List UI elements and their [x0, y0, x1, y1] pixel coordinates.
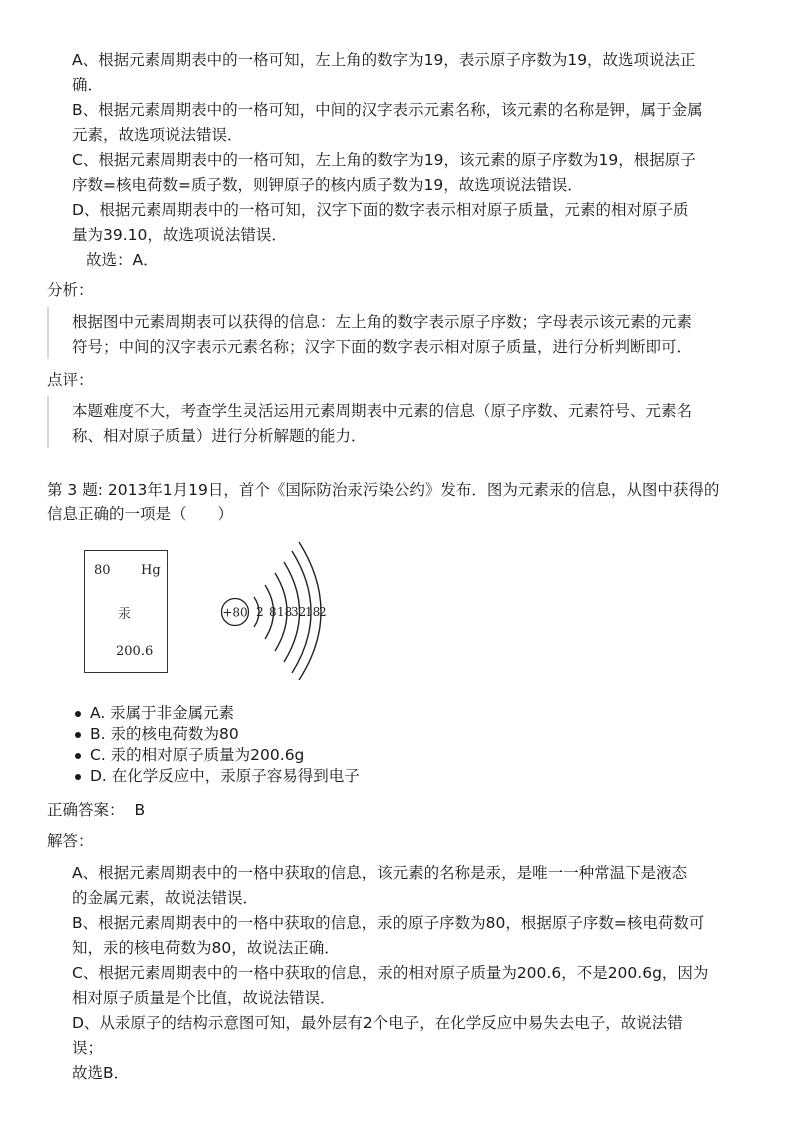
option-c [47, 745, 360, 766]
bullet-icon [75, 711, 81, 717]
solution-line: 知，汞的核电荷数为80，故说法正确． [72, 939, 340, 957]
solution-line: D、从汞原子的结构示意图可知，最外层有2个电子，在化学反应中易失去电子，故说法错 [72, 1014, 683, 1032]
prev-answer-line: 元素，故选项说法错误． [72, 126, 243, 144]
correct-answer-label: 正确答案： [47, 801, 125, 819]
comment-label: 点评： [47, 371, 94, 389]
option-text: D. 在化学反应中，汞原子容易得到电子 [90, 767, 360, 785]
prev-answer-line: 确． [72, 76, 104, 94]
analysis-bar [47, 307, 49, 359]
atomic-structure-diagram [218, 540, 348, 680]
shell-electron-count: 2 [319, 605, 327, 619]
option-text: A. 汞属于非金属元素 [90, 704, 235, 722]
analysis-line: 符号；中间的汉字表示元素名称；汉字下面的数字表示相对原子质量，进行分析判断即可． [72, 338, 693, 356]
shell-electron-count: 18 [277, 605, 293, 619]
nucleus-charge: +80 [222, 605, 248, 620]
prev-answer-line: C、根据元素周期表中的一格可知，左上角的数字为19，该元素的原子序数为19，根据原子 [72, 151, 696, 169]
shell-electron-count: 2 [256, 605, 264, 619]
atomic-number: 80 [94, 563, 111, 578]
prev-answer-line: D、根据元素周期表中的一格可知，汉字下面的数字表示相对原子质量，元素的相对原子质 [72, 201, 689, 219]
option-text: B. 汞的核电荷数为80 [90, 725, 239, 743]
solution-line: C、根据元素周期表中的一格中获取的信息，汞的相对原子质量为200.6，不是200.6g，因为 [72, 964, 709, 982]
solution-line: B、根据元素周期表中的一格中获取的信息，汞的原子序数为80，根据原子序数=核电荷数可 [72, 914, 705, 932]
element-card-mercury [84, 550, 168, 673]
solution-conclusion: 故选B． [72, 1064, 130, 1082]
option-list [47, 703, 360, 787]
comment-bar [47, 396, 49, 448]
option-a [47, 703, 360, 724]
option-text: C. 汞的相对原子质量为200.6g [90, 746, 305, 764]
prev-answer-line: 量为39.10，故选项说法错误． [72, 226, 287, 244]
element-symbol: Hg [141, 563, 161, 578]
correct-answer-value: B [134, 801, 146, 819]
element-name: 汞 [118, 607, 132, 622]
prev-answer-line: B、根据元素周期表中的一格可知，中间的汉字表示元素名称，该元素的名称是钾，属于金属 [72, 101, 703, 119]
comment-line: 本题难度不大，考查学生灵活运用元素周期表中元素的信息（原子序数、元素符号、元素名 [72, 402, 693, 420]
solution-line: 相对原子质量是个比值，故说法错误． [72, 989, 336, 1007]
analysis-label: 分析： [47, 281, 94, 299]
solution-line: 误； [72, 1039, 104, 1057]
shell-electron-count: 18 [305, 605, 321, 619]
analysis-line: 根据图中元素周期表可以获得的信息：左上角的数字表示原子序数；字母表示该元素的元素 [72, 313, 693, 331]
question-stem: 信息正确的一项是（ ） [47, 505, 234, 523]
atomic-mass: 200.6 [116, 644, 154, 659]
solution-line: A、根据元素周期表中的一格中获取的信息，该元素的名称是汞，是唯一一种常温下是液态 [72, 864, 688, 882]
comment-line: 称、相对原子质量）进行分析解题的能力． [72, 427, 367, 445]
question-stem: 第 3 题: 2013年1月19日，首个《国际防治汞污染公约》发布．图为元素汞的信息，从图中获得的 [47, 481, 720, 499]
option-b [47, 724, 360, 745]
solution-line: 的金属元素，故说法错误． [72, 889, 259, 907]
prev-answer-conclusion: 故选：A． [86, 251, 159, 269]
bullet-icon [75, 774, 81, 780]
prev-answer-line: A、根据元素周期表中的一格可知，左上角的数字为19，表示原子序数为19，故选项说法正 [72, 51, 696, 69]
option-d [47, 766, 360, 787]
prev-answer-line: 序数=核电荷数=质子数，则钾原子的核内质子数为19，故选项说法错误． [72, 176, 583, 194]
solution-label: 解答： [47, 832, 94, 850]
correct-answer-row [47, 798, 145, 822]
bullet-icon [75, 753, 81, 759]
bullet-icon [75, 732, 81, 738]
shell-electron-count: 32 [291, 605, 307, 619]
shell-electron-count: 8 [269, 605, 277, 619]
